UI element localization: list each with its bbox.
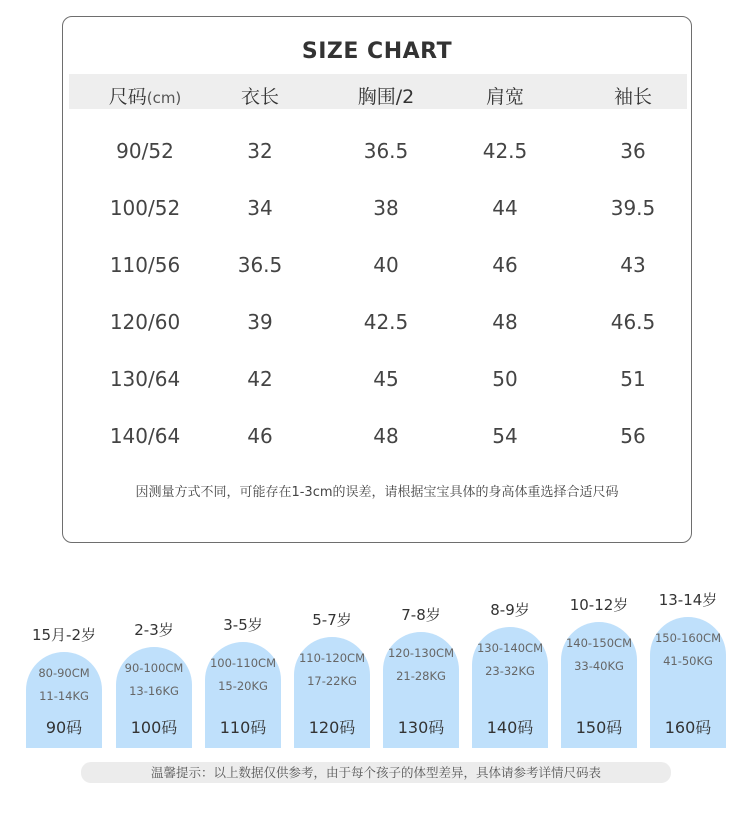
size-code: 100码 <box>130 718 178 737</box>
age-label: 7-8岁 <box>401 606 441 624</box>
table-cell: 48 <box>373 424 399 448</box>
table-row <box>63 139 691 169</box>
table-cell: 45 <box>373 367 399 391</box>
table-cell: 39 <box>247 310 273 334</box>
size-pill <box>383 632 459 748</box>
table-cell: 42.5 <box>482 139 528 163</box>
table-cell: 90/52 <box>116 139 174 163</box>
table-header <box>69 74 687 109</box>
table-cell: 39.5 <box>610 196 656 220</box>
size-guide-item <box>205 580 281 748</box>
weight-range: 23-32KG <box>485 664 535 678</box>
table-cell: 42 <box>247 367 273 391</box>
header-cell <box>486 82 524 109</box>
table-cell: 36.5 <box>363 139 409 163</box>
size-code: 150码 <box>575 718 623 737</box>
table-cell: 46 <box>247 424 273 448</box>
size-guide-item <box>26 580 102 748</box>
header-label: 尺码 <box>108 86 147 108</box>
table-cell: 46 <box>492 253 518 277</box>
header-unit: (cm) <box>146 89 182 107</box>
header-cell <box>241 82 279 109</box>
table-row <box>63 310 691 340</box>
size-guide-item <box>116 580 192 748</box>
weight-range: 17-22KG <box>307 674 357 688</box>
weight-range: 15-20KG <box>218 679 268 693</box>
weight-range: 41-50KG <box>663 654 713 668</box>
size-guide-item <box>383 580 459 748</box>
size-code: 90码 <box>45 718 83 737</box>
table-cell: 100/52 <box>109 196 181 220</box>
table-row <box>63 253 691 283</box>
table-cell: 42.5 <box>363 310 409 334</box>
size-pill <box>472 627 548 748</box>
age-label: 10-12岁 <box>569 596 629 614</box>
age-label: 5-7岁 <box>312 611 352 629</box>
table-cell: 46.5 <box>610 310 656 334</box>
table-cell: 110/56 <box>109 253 181 277</box>
table-cell: 51 <box>620 367 646 391</box>
size-pill <box>650 617 726 748</box>
table-cell: 44 <box>492 196 518 220</box>
measurement-note: 因测量方式不同，可能存在1-3cm的误差，请根据宝宝具体的身高体重选择合适尺码 <box>135 485 619 500</box>
size-code: 120码 <box>308 718 356 737</box>
table-cell: 40 <box>373 253 399 277</box>
height-range: 80-90CM <box>38 666 90 680</box>
height-range: 140-150CM <box>565 636 632 650</box>
size-pill <box>205 642 281 748</box>
header-cell <box>358 82 415 109</box>
size-code: 160码 <box>664 718 712 737</box>
size-guide-item <box>472 580 548 748</box>
table-cell: 56 <box>620 424 646 448</box>
weight-range: 33-40KG <box>574 659 624 673</box>
weight-range: 13-16KG <box>129 684 179 698</box>
weight-range: 11-14KG <box>39 689 89 703</box>
size-pill <box>116 647 192 748</box>
height-range: 120-130CM <box>387 646 454 660</box>
table-row <box>63 424 691 454</box>
size-guide-item <box>294 580 370 748</box>
size-code: 110码 <box>219 718 267 737</box>
table-cell: 38 <box>373 196 399 220</box>
header-label: 胸围/2 <box>357 86 415 108</box>
age-label: 13-14岁 <box>658 591 718 609</box>
table-cell: 140/64 <box>109 424 181 448</box>
height-range: 110-120CM <box>298 651 365 665</box>
table-cell: 48 <box>492 310 518 334</box>
size-pill <box>561 622 637 748</box>
size-pill <box>294 637 370 748</box>
tip-banner: 温馨提示：以上数据仅供参考，由于每个孩子的体型差异，具体请参考详情尺码表 <box>81 762 671 783</box>
size-chart-title: SIZE CHART <box>301 39 453 64</box>
size-code: 130码 <box>397 718 445 737</box>
table-cell: 120/60 <box>109 310 181 334</box>
table-cell: 43 <box>620 253 646 277</box>
age-label: 2-3岁 <box>134 621 174 639</box>
header-label: 衣长 <box>240 86 280 108</box>
header-cell <box>614 82 652 109</box>
height-range: 90-100CM <box>124 661 184 675</box>
size-guide <box>0 580 750 760</box>
table-row <box>63 196 691 226</box>
age-label: 3-5岁 <box>223 616 263 634</box>
age-label: 15月-2岁 <box>31 626 97 644</box>
height-range: 130-140CM <box>476 641 543 655</box>
height-range: 100-110CM <box>209 656 276 670</box>
size-code: 140码 <box>486 718 534 737</box>
size-chart-card <box>62 16 692 543</box>
header-label: 袖长 <box>613 86 653 108</box>
height-range: 150-160CM <box>654 631 721 645</box>
size-pill <box>26 652 102 748</box>
table-cell: 34 <box>247 196 273 220</box>
size-guide-item <box>561 580 637 748</box>
table-cell: 54 <box>492 424 518 448</box>
table-cell: 130/64 <box>109 367 181 391</box>
header-cell <box>109 82 182 109</box>
age-label: 8-9岁 <box>490 601 530 619</box>
table-cell: 32 <box>247 139 273 163</box>
size-guide-item <box>650 580 726 748</box>
table-cell: 36 <box>620 139 646 163</box>
table-cell: 36.5 <box>237 253 283 277</box>
weight-range: 21-28KG <box>396 669 446 683</box>
header-label: 肩宽 <box>485 86 525 108</box>
table-cell: 50 <box>492 367 518 391</box>
table-row <box>63 367 691 397</box>
